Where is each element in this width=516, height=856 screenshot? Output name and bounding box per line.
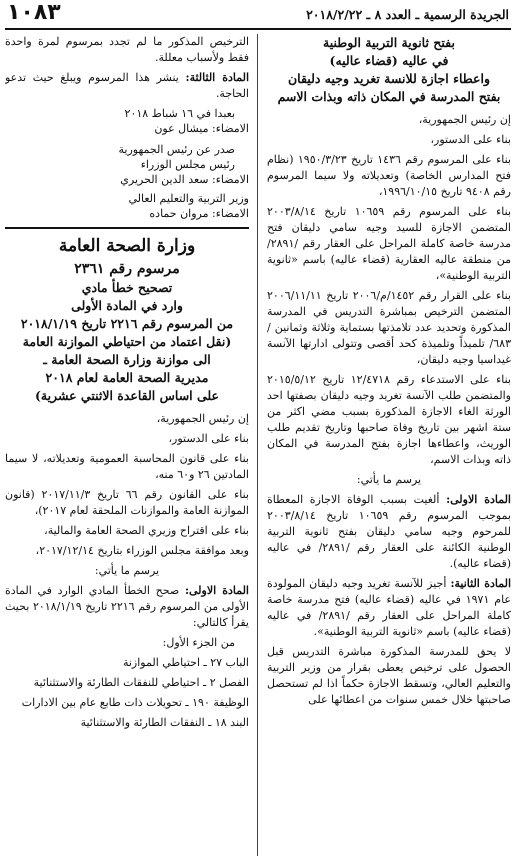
paragraph: بناء على المرسوم رقم ١٠٦٥٩ تاريخ ٢٠٠٣/٨/١٤ المتضمن الاجازة للسيد وجيه سامي دليقان فتح مدرسة خاصة كاملة المراحل على العقار رقم /٢٨٩١/ من منطقة عاليه العقارية (قضاء عاليه) باسم «ثانوية التربية الوطنية»، (267, 205, 511, 282)
article-text: ينشر هذا المرسوم ويبلغ حيث تدعو الحاجة. (5, 71, 249, 100)
paragraph: بناء على الاستدعاء رقم ١٢/٤٧١٨ تاريخ ٢٠١٥/٥/١٢ والمتضمن طلب الآنسة تغريد وجيه دليقان بصفتها احد الورثة الغاء الاجازة المذكورة بسبب مضي اكثر من ستة اشهر بين تاريخ وفاة صاحبها وتاريخ تقديم طلب الوريث، واعطاءها اجازة بفتح المدرسة في المكان ذاته وبذات الاسم، (267, 373, 511, 466)
gazette-title: الجريدة الرسمية ـ العدد ٨ ـ ٢٠١٨/٢/٢٢ (306, 7, 509, 22)
decree-heading-line: على اساس القاعدة الاثنتي عشرية) (34, 388, 220, 403)
article (267, 576, 511, 640)
paragraph: وبعد موافقة مجلس الوزراء بتاريخ ٢٠١٧/١٢/١٤، (35, 544, 249, 557)
decree-title-line: بفتح المدرسة في المكان ذاته وبذات الاسم (277, 89, 501, 104)
paragraph: بناء على المرسوم رقم ١٤٣٦ تاريخ ١٩٥٠/٣/٢٣ (نظام فتح المدارس الخاصة) وتعديلاته ولا سيما المرسوم رقم ٩٤٠٨ تاريخ ١٩٩٦/١٠/١٥، (267, 153, 511, 198)
decree-line: يرسم ما يأتي: (356, 473, 422, 486)
paragraph: بناء على القرار رقم ١٤٥٢/م/٢٠٠٦ تاريخ ٢٠٠٦/١١/١١ المتضمن الترخيص بمباشرة التدريس في المدرسة المذكورة وتحديد عدد تلامذتها بستماية وثلاثة وثمانين /٦٨٣/ تلميذاً وتلميذة كحد أقصى وتتولى ادارتها الآنسة غيداسيا وجيه دليقان، (267, 289, 511, 366)
signature-line: وزير التربية والتعليم العالي (128, 192, 249, 205)
decree-title-line: بفتح ثانوية التربية الوطنية (323, 35, 455, 50)
columns (5, 34, 511, 856)
signature-line: الامضاء: سعد الدين الحريري (120, 173, 249, 186)
decree-heading-line: من المرسوم رقم ٢٢١٦ تاريخ ٢٠١٨/١/١٩ (20, 316, 234, 331)
signature-line: الامضاء: ميشال عون (154, 122, 249, 135)
paragraph: بناء على الدستور، (430, 133, 511, 146)
decree-heading-line: (نقل اعتماد من احتياطي الموازنة العامة (22, 334, 232, 349)
article-text: صحح الخطأ المادي الوارد في المادة الأولى من المرسوم رقم ٢٢١٦ تاريخ ٢٠١٨/١/١٩ بحيث يقرأ كالتالي: (5, 584, 249, 629)
ministry-title: وزارة الصحة العامة (58, 236, 196, 256)
decree-heading-line: الى موازنة وزارة الصحة العامة ـ (43, 352, 211, 367)
article-text: أجيز للآنسة تغريد وجيه دليقان المولودة عام ١٩٧١ في عاليه (قضاء عاليه) فتح مدرسة خاصة كاملة المراحل على العقار رقم /٢٨٩١/ في عاليه (قضاء عاليه) باسم «ثانوية التربية الوطنية». (267, 577, 511, 638)
list-item: الباب ٢٧ ـ احتياطي الموازنة (122, 656, 249, 669)
list-item: الوظيفة ١٩٠ ـ تحويلات ذات طابع عام بين الادارات (21, 696, 249, 709)
decree-number: مرسوم رقم ٢٣٦١ (74, 261, 180, 277)
decree-title-line: في عاليه (قضاء عاليه) (329, 53, 449, 68)
decree-heading-line: تصحيح خطأ مادي (81, 280, 173, 295)
page-number: ١٠٨٣ (7, 0, 61, 25)
section-separator (5, 227, 249, 229)
article (5, 70, 249, 102)
article-label: المادة الاولى: (184, 584, 249, 597)
paragraph: لا يحق للمدرسة المذكورة مباشرة التدريس قبل الحصول على ترخيص يعطى بقرار من وزير التربية والتعليم العالي، وتسقط الاجازة حكماً اذا لم تستحصل صاحبتها خلال خمس سنوات من اعطائها على (267, 645, 511, 706)
list-item: من الجزء الأول: (162, 636, 235, 649)
decree-heading-line: مديرية الصحة العامة لعام ٢٠١٨ (45, 370, 209, 385)
decree-title-line: واعطاء اجازة للانسة تغريد وجيه دليقان (287, 71, 490, 86)
left-column (5, 34, 249, 856)
paragraph: بناء على قانون المحاسبة العمومية وتعديلاته، لا سيما المادتين ٢٦ و٦٠ منه، (5, 452, 249, 481)
article-label: المادة الثانية: (450, 577, 511, 590)
paragraph: بناء على اقتراح وزيري الصحة العامة والمالية، (44, 524, 249, 537)
list-item: الفصل ٢ ـ احتياطي للنفقات الطارئة والاستثنائية (33, 676, 249, 689)
decree-line: يرسم ما يأتي: (94, 564, 160, 577)
paragraph: بناء على القانون رقم ٦٦ تاريخ ٢٠١٧/١١/٣ (قانون الموازنة العامة والموازنات الملحقة لعام ٢٠١٧)، (5, 488, 249, 517)
signature-line: الامضاء: مروان حماده (149, 207, 249, 220)
paragraph: بناء على الدستور، (168, 432, 249, 445)
page-header (5, 0, 511, 30)
signature-line: بعبدا في ١٦ شباط ٢٠١٨ (124, 107, 235, 120)
right-column (267, 34, 511, 856)
list-item: البند ١٨ ـ النفقات الطارئة والاستثنائية (80, 716, 249, 729)
article (267, 492, 511, 572)
article-label: المادة الثالثة: (185, 71, 249, 84)
decree-heading-line: وارد في المادة الأولى (71, 298, 183, 313)
paragraph: الترخيص المذكور ما لم تجدد بمرسوم لمرة واحدة فقط ولأسباب معللة. (5, 35, 249, 64)
signature-line: صدر عن رئيس الجمهورية (118, 143, 235, 156)
article-text: ألغيت بسبب الوفاة الاجازة المعطاة بموجب المرسوم رقم ١٠٦٥٩ تاريخ ٢٠٠٣/٨/١٤ للمرحوم وجيه سامي دليقان بفتح ثانوية التربية الوطنية الكائنة على العقار رقم /٢٨٩١/ في عاليه (قضاء عاليه). (267, 493, 511, 570)
paragraph: إن رئيس الجمهورية، (156, 412, 249, 425)
paragraph: إن رئيس الجمهورية، (418, 113, 511, 126)
article-label: المادة الاولى: (446, 493, 511, 506)
article (5, 583, 249, 631)
signature-line: رئيس مجلس الوزراء (140, 158, 235, 171)
